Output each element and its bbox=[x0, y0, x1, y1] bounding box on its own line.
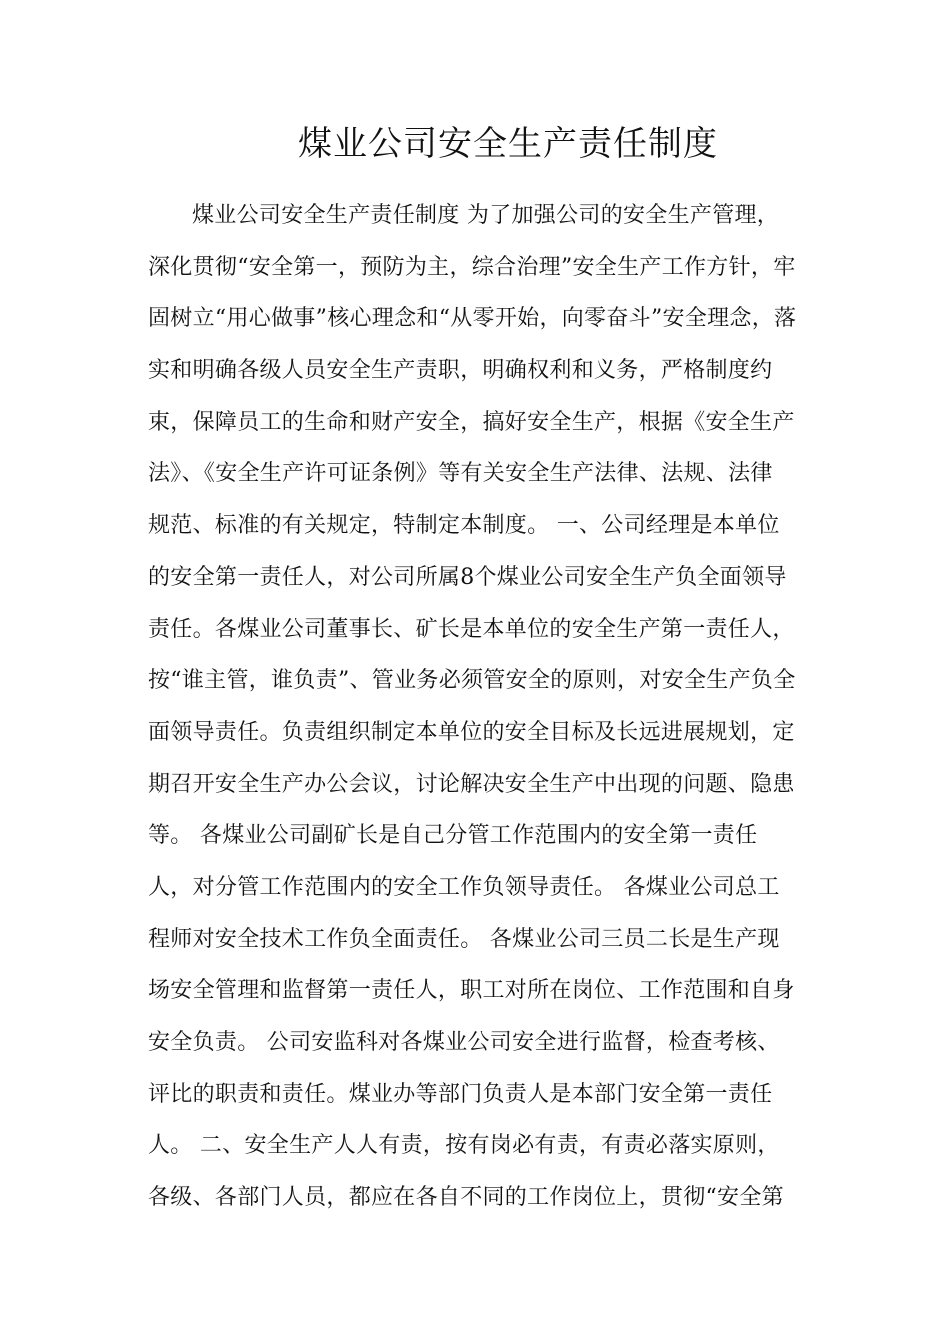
document-body bbox=[148, 190, 800, 1224]
body-line: 等。 各煤业公司副矿长是自己分管工作范围内的安全第一责任 bbox=[148, 823, 758, 849]
body-line: 面领导责任。负责组织制定本单位的安全目标及长远进展规划，定 bbox=[148, 719, 795, 745]
body-line: 评比的职责和责任。煤业办等部门负责人是本部门安全第一责任 bbox=[148, 1081, 773, 1107]
body-line: 束，保障员工的生命和财产安全，搞好安全生产，根据《安全生产 bbox=[148, 409, 795, 435]
body-line: 场安全管理和监督第一责任人，职工对所在岗位、工作范围和自身 bbox=[148, 978, 795, 1004]
body-line: 责任。各煤业公司董事长、矿长是本单位的安全生产第一责任人， bbox=[148, 616, 795, 642]
body-line: 法》、《安全生产许可证条例》等有关安全生产法律、法规、法律 bbox=[148, 461, 773, 487]
body-line: 规范、标准的有关规定，特制定本制度。 一、公司经理是本单位 bbox=[148, 513, 780, 539]
body-line: 固树立“用心做事”核心理念和“从零开始，向零奋斗”安全理念，落 bbox=[148, 306, 797, 332]
body-line: 按“谁主管，谁负责”、管业务必须管安全的原则，对安全生产负全 bbox=[148, 668, 796, 694]
document-title: 煤业公司安全生产责任制度 bbox=[298, 124, 718, 164]
body-line: 深化贯彻“安全第一，预防为主，综合治理”安全生产工作方针，牢 bbox=[148, 254, 796, 280]
body-line: 期召开安全生产办公会议，讨论解决安全生产中出现的问题、隐患 bbox=[148, 771, 795, 797]
body-line: 人。 二、安全生产人人有责，按有岗必有责，有责必落实原则， bbox=[148, 1133, 780, 1159]
body-line: 的安全第一责任人，对公司所属8个煤业公司安全生产负全面领导 bbox=[148, 564, 787, 590]
body-line: 安全负责。 公司安监科对各煤业公司安全进行监督，检查考核、 bbox=[148, 1030, 780, 1055]
body-line: 煤业公司安全生产责任制度 为了加强公司的安全生产管理， bbox=[192, 203, 780, 228]
body-line: 实和明确各级人员安全生产责职，明确权利和义务，严格制度约 bbox=[148, 358, 773, 384]
body-line: 人，对分管工作范围内的安全工作负领导责任。 各煤业公司总工 bbox=[148, 874, 780, 900]
body-line: 程师对安全技术工作负全面责任。 各煤业公司三员二长是生产现 bbox=[148, 926, 780, 952]
body-line: 各级、各部门人员，都应在各自不同的工作岗位上，贯彻“安全第 bbox=[148, 1185, 784, 1211]
